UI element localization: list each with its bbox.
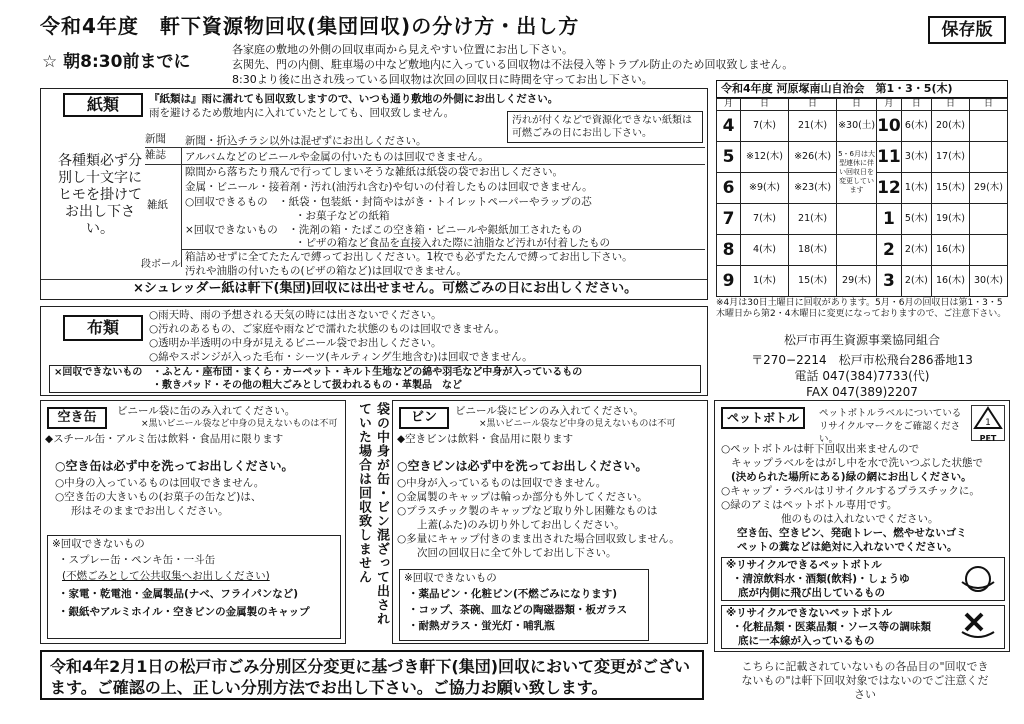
calendar-month: 1 [877, 204, 902, 235]
misc-paper-ng: ・ピザの箱など食品を直接入れた際に油脂など汚れが付着したもの [295, 237, 610, 249]
cardboard-rule: 汚れや油脂の付いたもの(ピザの箱など)は回収できません。 [185, 265, 467, 277]
misc-paper-rule: 隙間から落ちたり飛んで行ってしまいそうな雑紙は紙袋の袋でお出しください。 [185, 166, 563, 178]
pet-ng: 底に一本線が入っているもの [738, 635, 875, 647]
category-cardboard: 段ボール [141, 259, 181, 270]
deadline-notice: ☆ 朝8:30前までに [42, 52, 191, 72]
newspaper-rule: 新聞・折込チラシ以外は混ぜずにお出しください。 [185, 135, 427, 147]
calendar-date [970, 204, 1008, 235]
pet-ok-box [721, 557, 1005, 601]
calendar-date: 30(木) [970, 266, 1008, 297]
bottle-bottom-ok-icon [956, 562, 1000, 596]
cans-rule: ◆スチール缶・アルミ缶は飲料・食品用に限ります [45, 433, 284, 445]
svg-text:1: 1 [985, 418, 991, 428]
calendar-title: 令和4年度 河原塚南山自治会 第1・3・5(木) [716, 80, 1008, 98]
calendar-row [717, 266, 1008, 297]
cardboard-rule: 箱詰めせずに全てたたんで縛ってお出しください。1枚でも必ずたたんで縛ってお出し下さい。 [185, 251, 633, 263]
misc-paper-ng: ×回収できないもの ・洗剤の箱・たばこの空き箱・ビニールや銀紙加工されたもの [185, 224, 583, 236]
bottles-label: ビン [399, 407, 449, 429]
calendar-date: 17(木) [932, 142, 970, 173]
calendar-date: 21(木) [789, 111, 837, 142]
cans-ng-box [47, 535, 341, 639]
calendar-row [717, 204, 1008, 235]
pet-ok: ・清涼飲料水・酒類(飲料)・しょうゆ [732, 573, 910, 585]
calendar-month: 4 [717, 111, 741, 142]
misc-paper-ok: ○回収できるもの ・紙袋・包装紙・封筒やはがき・トイレットペーパーやラップの芯 [185, 196, 592, 208]
recycle-icon [971, 405, 1005, 441]
calendar-month: 11 [877, 142, 902, 173]
cans-section [40, 400, 346, 644]
misc-paper-ok: ・お菓子などの紙箱 [295, 210, 390, 222]
pet-mark-note: ペットボトルラベルについているリサイクルマークをご確認ください。 [819, 408, 962, 445]
cans-ng: ・家電・乾電池・金属製品(ナベ、フライパンなど) [58, 588, 299, 600]
bottles-rule: ◆空きビンは飲料・食品用に限ります [397, 433, 574, 445]
calendar-date: 15(木) [932, 173, 970, 204]
calendar-date: 4(木) [741, 235, 789, 266]
calendar-date: 15(木) [789, 266, 837, 297]
calendar-col-month: 月 [717, 99, 741, 111]
header-note: 8:30より後に出され残っている回収物は次回の回収日に時間を守ってお出し下さい。 [232, 73, 653, 86]
pet-ng-title: ※リサイクルできないペットボトル [726, 607, 893, 619]
cans-rule: ○空き缶の大きいもの(お菓子の缶など)は、 [55, 491, 262, 503]
cloth-rule: ○綿やスポンジが入った毛布・シーツ(キルティング生地含む)は回収できません。 [149, 351, 533, 363]
bottles-rule: ○プラスチック製のキャップなど取り外し困難なものは [397, 505, 658, 517]
calendar-month: 9 [717, 266, 741, 297]
calendar-col-day: 日 [837, 99, 877, 111]
calendar-date: ※26(木) [789, 142, 837, 173]
calendar-date: 6(木) [901, 111, 931, 142]
cans-ng-title: ※回収できないもの [52, 538, 145, 550]
calendar-col-month: 月 [877, 99, 902, 111]
cloth-ng: ・敷きパッド・その他の粗大ごみとして扱われるもの・革製品 など [152, 380, 462, 391]
calendar-month: 5 [717, 142, 741, 173]
calendar-date: ※30(土) [837, 111, 877, 142]
calendar-date [970, 111, 1008, 142]
bottle-bottom-ng-icon [956, 610, 1000, 644]
bottles-rule: ○多量にキャップ付きのまま出された場合回収致しません。 [397, 533, 680, 545]
bottles-ng: ・コップ、茶碗、皿などの陶磁器類・板ガラス [408, 604, 628, 616]
calendar-note: ※4月は30日土曜日に回収があります。5月・6月の回収日は第1・3・5木曜日から第2・4木曜日に変更になっておりますので、ご注意下さい。 [716, 298, 1007, 319]
page-title: 令和4年度 軒下資源物回収(集団回収)の分け方・出し方 [40, 14, 580, 38]
paper-intro-2: 雨を避けるため敷地内に入れていたとしても、回収致しません。 [149, 107, 455, 119]
cloth-section [40, 306, 708, 396]
calendar-month: 12 [877, 173, 902, 204]
org-address: 〒270−2214 松戸市松飛台286番地13 [751, 353, 973, 367]
paper-label: 紙類 [63, 93, 143, 117]
mixed-bag-warning: 袋の中身が缶・ビン混ざって出されていた場合は回収致しません [356, 402, 389, 626]
save-badge: 保存版 [928, 16, 1006, 44]
pet-rule: キャップラベルをはがし中を水で洗いつぶした状態で [731, 457, 983, 469]
calendar-date: 16(木) [932, 266, 970, 297]
bottles-ng-box [399, 569, 649, 641]
org-name: 松戸市再生資源事業協同組合 [783, 333, 940, 347]
cloth-label: 布類 [63, 315, 143, 341]
calendar-date: 7(木) [741, 204, 789, 235]
calendar-date: 2(木) [901, 266, 931, 297]
organization-info [716, 332, 1008, 400]
calendar-table [716, 98, 1008, 297]
shredder-notice: ×シュレッダー紙は軒下(集団)回収には出せません。可燃ごみの日にお出しください。 [133, 281, 638, 296]
calendar-col-day: 日 [932, 99, 970, 111]
bottles-rule: ○空きビンは必ず中を洗ってお出しください。 [397, 459, 648, 473]
cloth-ng: ×回収できないもの ・ふとん・座布団・まくら・カーペット・キルト生地などの綿や羽毛など中身が入っているもの [54, 367, 583, 378]
pet-mark-label: PET [979, 433, 997, 443]
calendar-date: 29(木) [970, 173, 1008, 204]
calendar-month: 8 [717, 235, 741, 266]
pet-rule: ペットの糞などは絶対に入れないでください。 [737, 541, 958, 553]
bottles-ng: ・薬品ビン・化粧ビン(不燃ごみになります) [408, 588, 618, 600]
category-magazine: 雑誌 [145, 149, 166, 161]
bottles-rule: ×黒いビニール袋など中身の見えないものは不可 [479, 419, 676, 429]
calendar-date: 7(木) [741, 111, 789, 142]
calendar-date: 3(木) [901, 142, 931, 173]
org-phone: 電話 047(384)7733(代) [794, 369, 930, 383]
paper-side-note: 各種類必ず分別し十文字にヒモを掛けてお出し下さい。 [58, 153, 142, 237]
bottles-ng-title: ※回収できないもの [404, 572, 497, 584]
pet-rule: 空き缶、空きビン、発砲トレー、燃やせないゴミ [737, 527, 967, 539]
pet-rule: ○キャップ・ラベルはリサイクルするプラスチックに。 [721, 485, 980, 497]
calendar-row [717, 111, 1008, 142]
calendar-date: 1(木) [741, 266, 789, 297]
org-fax: FAX 047(389)2207 [806, 385, 918, 399]
pet-rule: 他のものは入れないでください。 [781, 513, 939, 525]
calendar-date: 21(木) [789, 204, 837, 235]
misc-paper-rule: 金属・ビニール・接着剤・汚れ(油汚れ含む)や匂いの付着したものは回収できません。 [185, 181, 593, 193]
pet-ng-box [721, 605, 1005, 649]
calendar-month: 3 [877, 266, 902, 297]
calendar-date: 19(木) [932, 204, 970, 235]
category-misc-paper: 雑紙 [147, 199, 168, 211]
calendar-date: 16(木) [932, 235, 970, 266]
pet-label: ペットボトル [721, 407, 805, 429]
bottles-rule: 上蓋(ふた)のみ切り外してお出しください。 [417, 519, 625, 531]
cans-rule: ×黒いビニール袋など中身の見えないものは不可 [141, 419, 338, 429]
change-notice-banner: 令和4年2月1日の松戸市ごみ分別区分変更に基づき軒下(集団)回収において変更がございます。ご確認の上、正しい分別方法でお出し下さい。ご協力お願い致します。 [40, 650, 704, 700]
category-newspaper: 新聞 [145, 133, 166, 145]
header-notes [232, 42, 793, 87]
calendar-month: 6 [717, 173, 741, 204]
calendar-col-day: 日 [789, 99, 837, 111]
pet-ok: 底が内側に飛び出しているもの [738, 587, 885, 599]
pet-ng: ・化粧品類・医薬品類・ソース等の調味類 [732, 621, 931, 633]
pet-section [714, 400, 1010, 652]
calendar-month: 7 [717, 204, 741, 235]
calendar-date: ※9(木) [741, 173, 789, 204]
calendar-row [717, 142, 1008, 173]
calendar-date: 29(木) [837, 266, 877, 297]
cans-ng: ・スプレー缶・ペンキ缶・一斗缶 [58, 554, 216, 566]
calendar-date [970, 142, 1008, 173]
pet-rule: ○ペットボトルは軒下回収出来ませんので [721, 443, 920, 455]
calendar-col-day: 日 [901, 99, 931, 111]
bottles-rule: ○中身が入っているものは回収できません。 [397, 477, 607, 489]
calendar-date: 18(木) [789, 235, 837, 266]
paper-section [40, 88, 708, 300]
pet-ok-title: ※リサイクルできるペットボトル [726, 559, 882, 571]
calendar-date [970, 235, 1008, 266]
bottles-rule: ○金属製のキャップは輪っか部分も外してください。 [397, 491, 648, 503]
calendar-change-note: 5・6月は大型連休に伴い回収日を変更しています [837, 142, 877, 204]
header-note: 玄関先、門の内側、駐車場の中など敷地内に入っている回収物は不法侵入等トラブル防止のため回収致しません。 [232, 58, 794, 71]
calendar-date: 2(木) [901, 235, 931, 266]
bottles-rule: ビニール袋にビンのみ入れてください。 [455, 405, 644, 417]
cloth-rule: ○汚れのあるもの、ご家庭や雨などで濡れた状態のものは回収できません。 [149, 323, 505, 335]
calendar-date [837, 235, 877, 266]
calendar-date: ※12(木) [741, 142, 789, 173]
cloth-rule: ○透明か半透明の中身が見えるビニール袋でお出しください。 [149, 337, 442, 349]
calendar-date: 5(木) [901, 204, 931, 235]
cans-rule: ○中身の入っているものは回収できません。 [55, 477, 265, 489]
cloth-ng-box [49, 365, 701, 393]
pet-rule: (決められた場所にある)緑の網にお出しください。 [731, 471, 972, 483]
calendar-col-day: 日 [741, 99, 789, 111]
cans-label: 空き缶 [47, 407, 107, 429]
cans-rule: ビニール袋に缶のみ入れてください。 [117, 405, 296, 417]
calendar-date [837, 204, 877, 235]
calendar-date: ※23(木) [789, 173, 837, 204]
cans-ng: (不燃ごみとして公共収集へお出しください) [62, 570, 270, 582]
calendar-date: 20(木) [932, 111, 970, 142]
cans-ng: ・銀紙やアルミホイル・空きビンの金属製のキャップ [58, 606, 310, 618]
pet-rule: ○緑のアミはペットボトル専用です。 [721, 499, 898, 511]
magazine-rule: アルバムなどのビニールや金属の付いたものは回収できません。 [185, 151, 489, 163]
cans-rule: 形はそのままでお出しください。 [71, 505, 229, 517]
paper-dirty-note: 汚れが付くなどで資源化できない紙類は可燃ごみの日にお出し下さい。 [507, 111, 703, 143]
calendar-date: 1(木) [901, 173, 931, 204]
paper-intro: 『紙類は』雨に濡れても回収致しますので、いつも通り敷地の外側にお出しください。 [149, 93, 559, 105]
cans-rule: ○空き缶は必ず中を洗ってお出しください。 [55, 459, 294, 473]
header-note: 各家庭の敷地の外側の回収車両から見えやすい位置にお出し下さい。 [232, 43, 573, 56]
calendar-month: 10 [877, 111, 902, 142]
bottles-section [392, 400, 708, 644]
footer-note: こちらに記載されていないもの各品目の"回収できないもの"は軒下回収対象ではないのでご注意ください [741, 660, 989, 701]
calendar-month: 2 [877, 235, 902, 266]
cloth-rule: ○雨天時、雨の予想される天気の時には出さないでください。 [149, 309, 442, 321]
bottles-rule: 次回の回収日に全て外してお出し下さい。 [417, 547, 617, 559]
bottles-ng: ・耐熱ガラス・蛍光灯・哺乳瓶 [408, 620, 555, 632]
calendar-row [717, 235, 1008, 266]
calendar-col-day: 日 [970, 99, 1008, 111]
